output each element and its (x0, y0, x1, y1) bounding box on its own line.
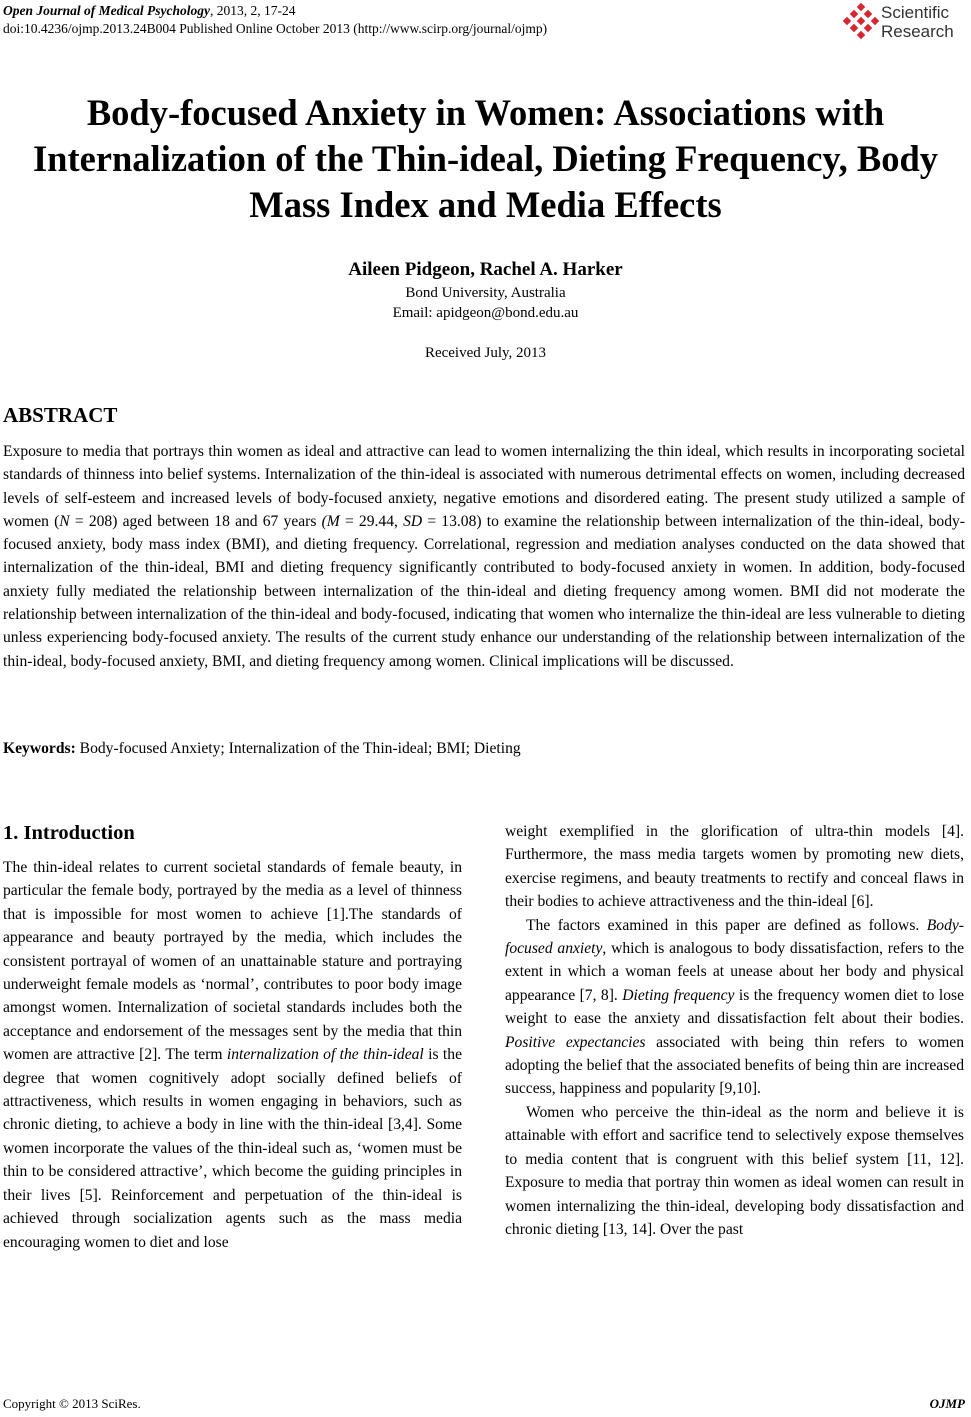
journal-name: Open Journal of Medical Psychology (3, 3, 210, 18)
keywords-label: Keywords: (3, 740, 76, 757)
journal-citation (3, 2, 296, 20)
defined-term: Positive expectancies (505, 1033, 646, 1051)
paragraph-text: The factors examined in this paper are defined as follows. (526, 916, 927, 934)
logo-wordmark (881, 3, 954, 41)
paper-title: Body-focused Anxiety in Women: Associations with Internalization of the Thin-ideal, Dieting Frequency, Body Mass Index and Media Effects (32, 92, 939, 225)
authors: Aileen Pidgeon, Rachel A. Harker (348, 259, 623, 280)
defined-term: internalization of the thin-ideal (226, 1046, 424, 1064)
keywords (3, 737, 965, 760)
abstract-n-symbol: N (59, 512, 70, 530)
paragraph-text: is the frequency women diet to lose weight to ease the anxiety and dissatisfaction felt about their bodies. (505, 986, 964, 1028)
right-column (505, 820, 964, 1241)
paragraph: Women who perceive the thin-ideal as the norm and believe it is attainable with effort and sacrifice tend to selectively expose themselves to media content that is congruent with this belief system [11, 12]. Exposure to media that portray thin women as ideal women can result in women internalizing the thin-ideal, developing body dissatisfaction and chronic dieting [13, 14]. Over the past (505, 1103, 964, 1238)
paragraph (505, 914, 964, 1101)
paragraph: weight exemplified in the glorification of ultra-thin models [4]. Furthermore, the mass media targets women by promoting new diets, exercise regimens, and beauty treatments to rectify and conceal flaws in their bodies to achieve attractiveness and the thin-ideal [6]. (505, 823, 964, 911)
abstract-m-symbol: (M (321, 512, 340, 530)
logo-line-2: Research (881, 22, 954, 41)
abstract-body (3, 440, 965, 673)
section-heading-introduction: 1. Introduction (3, 822, 135, 844)
author-email: Email: apidgeon@bond.edu.au (392, 305, 579, 321)
paragraph-text: is the degree that women cognitively adopt socially defined beliefs of attractiveness, which results in women engaging in behaviors, such as chronic dieting, to achieve a body in line with the thin-ideal [3,4]. Some women incorporate the values of the thin-ideal such as, ‘women must be thin to be considered attractive’, which become the guiding principles in their lives [5]. Reinforcement and perpetuation of the thin-ideal is achieved through socialization agents such as the mass media encouraging women to diet and lose (3, 1046, 462, 1251)
journal-volume-info: , 2013, 2, 17-24 (210, 3, 296, 18)
abstract-heading: ABSTRACT (3, 403, 118, 427)
paragraph-text: , which is analogous to body dissatisfaction, refers to the extent in which a woman feels at unease about her body and physical appearance [7, 8]. (505, 940, 964, 1004)
paragraph-text: associated with being thin refers to women adopting the belief that the associated benefits of being thin are increased success, happiness and popularity [9,10]. (505, 1033, 964, 1098)
abstract-sd-symbol: SD (403, 512, 423, 530)
footer-copyright: Copyright © 2013 SciRes. (3, 1396, 141, 1411)
footer-journal-abbr: OJMP (929, 1396, 965, 1411)
abstract-text-part: = 29.44, (339, 512, 404, 530)
scientific-research-logo-icon (843, 3, 879, 41)
left-column (3, 856, 462, 1254)
paragraph-text: The thin-ideal relates to current societal standards of female beauty, in particular the female body, portrayed by the media as a level of thinness that is impossible for most women to achieve [1].The standards of appearance and beauty portrayed by the media, which includes the consistent portrayal of women of an unattainable stature and portraying underweight female models as ‘normal’, contributes to poor body image amongst women. Internalization of societal standards includes both the acceptance and endorsement of the messages sent by the media that thin women are attractive [2]. The term (3, 859, 462, 1064)
logo-line-1: Scientific (881, 3, 950, 22)
abstract-text-part: = 13.08) to examine the relationship between internalization of the thin-ideal, body-focused anxiety, body mass index (BMI), and dieting frequency. Correlational, regression and mediation analyses conducted on the data showed that internalization of the thin-ideal, BMI and dieting frequency significantly contributed to body-focused anxiety in women. In addition, body-focused anxiety fully mediated the relationship between internalization of the thin-ideal and dieting frequency among women. BMI did not moderate the relationship between internalization of the thin-ideal and body-focused, indicating that women who internalize the thin-ideal are less vulnerable to dieting unless experiencing body-focused anxiety. The results of the current study enhance our understanding of the relationship between internalization of the thin-ideal, body-focused anxiety, BMI, and dieting frequency among women. Clinical implications will be discussed. (3, 512, 965, 670)
abstract-text-part: = 208) aged between 18 and 67 years (69, 512, 322, 530)
paragraph (3, 856, 462, 1254)
received-date: Received July, 2013 (424, 345, 547, 361)
defined-term: Body-focused anxiety (505, 916, 964, 958)
publisher-logo (843, 3, 965, 43)
defined-term: Dieting frequency (622, 986, 735, 1004)
abstract-text-part: Exposure to media that portrays thin women as ideal and attractive can lead to women internalizing the thin ideal, which results in incorporating societal standards of thinness into belief systems. Internalization of the thin-ideal is associated with numerous detrimental effects on women, including decreased levels of self-esteem and increased levels of body-focused anxiety, negative emotions and disordered eating. The present study utilized a sample of women ( (3, 443, 965, 530)
doi-line: doi:10.4236/ojmp.2013.24B004 Published Online October 2013 (http://www.scirp.org/journal/ojmp) (3, 21, 548, 36)
affiliation: Bond University, Australia (405, 285, 566, 301)
keywords-list: Body-focused Anxiety; Internalization of the Thin-ideal; BMI; Dieting (75, 740, 521, 757)
